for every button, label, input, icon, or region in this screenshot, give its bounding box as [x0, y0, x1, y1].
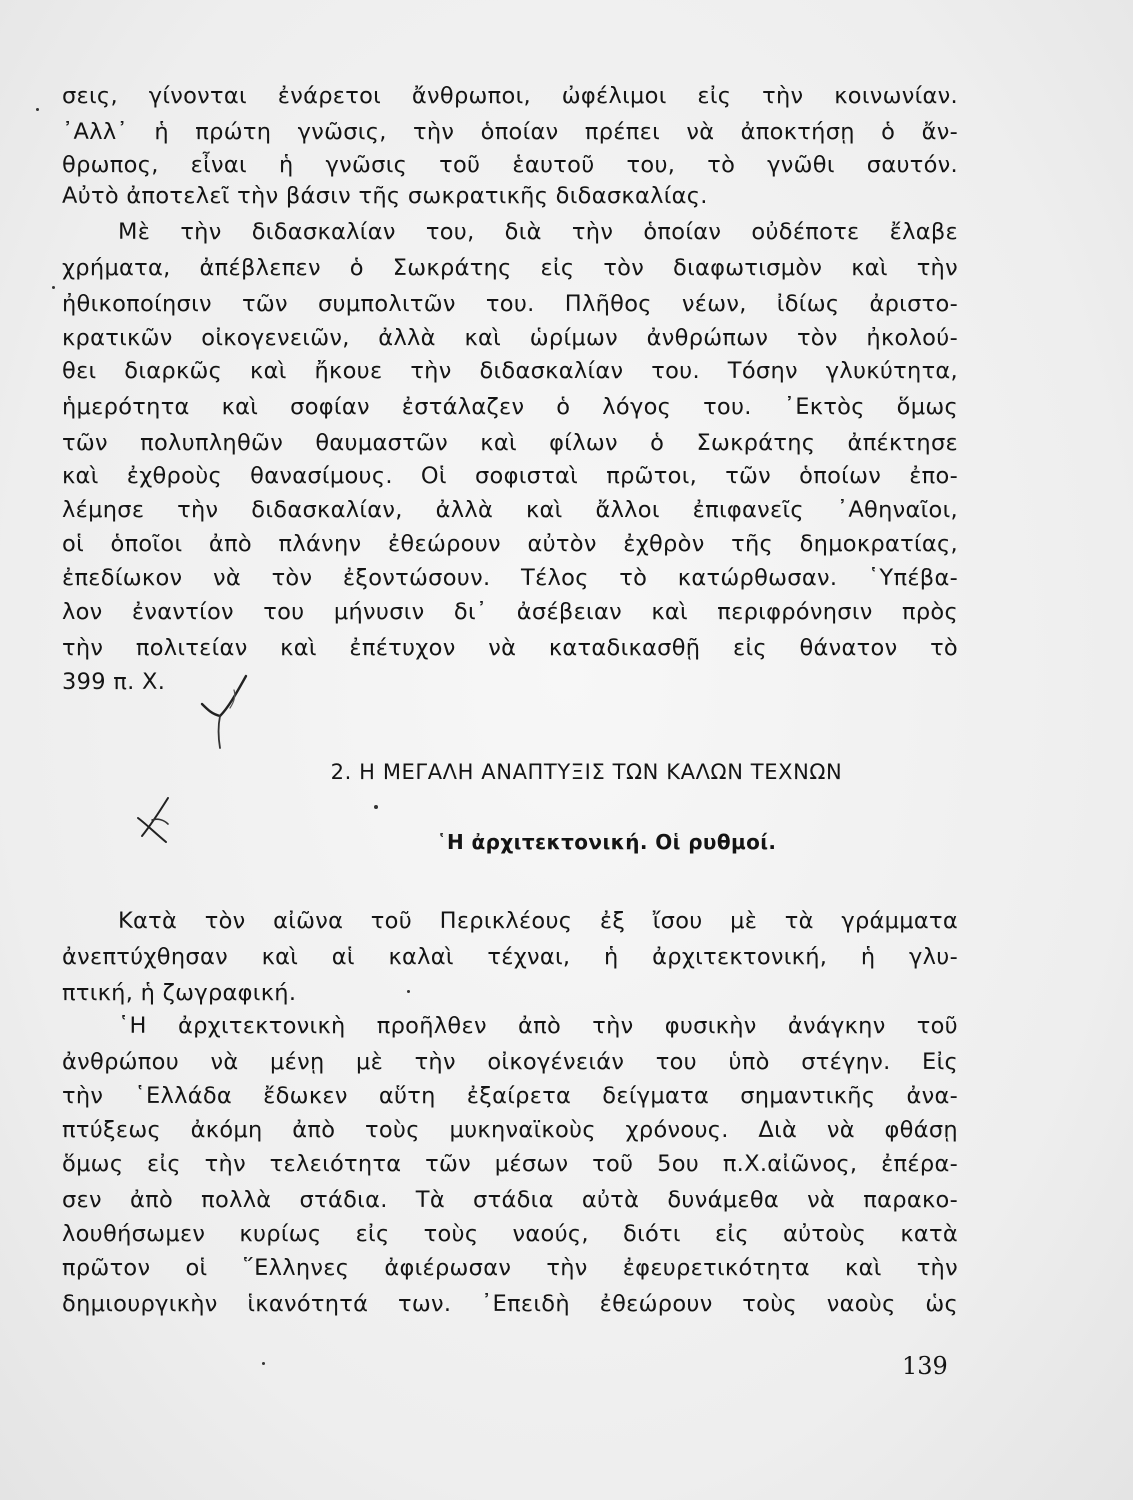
dust-speck [374, 805, 378, 809]
paragraph1-line-3: θρωπος, εἶναι ἡ γνῶσις τοῦ ἑαυτοῦ του, τὸ γνῶθι σαυτόν. [62, 152, 958, 178]
pencil-star-mark [128, 790, 188, 850]
paragraph3-line-2: ἀνεπτύχθησαν καὶ αἱ καλαὶ τέχναι, ἡ ἀρχιτεκτονική, ἡ γλυ- [62, 944, 958, 970]
pencil-check-mark [190, 670, 270, 760]
paragraph2-line-14: 399 π. Χ. [62, 669, 166, 695]
dust-speck [262, 1362, 265, 1365]
paragraph2-line-1: Μὲ τὴν διδασκαλίαν του, διὰ τὴν ὁποίαν οὐδέποτε ἔλαβε [118, 219, 958, 245]
paragraph2-line-12: λον ἐναντίον του μήνυσιν δι᾿ ἀσέβειαν καὶ περιφρόνησιν πρὸς [62, 599, 958, 625]
paragraph2-line-7: τῶν πολυπληθῶν θαυμαστῶν καὶ φίλων ὁ Σωκράτης ἀπέκτησε [62, 430, 958, 456]
paragraph4-line-9: δημιουργικὴν ἱκανότητά των. ᾿Επειδὴ ἐθεώρουν τοὺς ναοὺς ὡς [62, 1291, 958, 1317]
paragraph4-line-8: πρῶτον οἱ ῞Ελληνες ἀφιέρωσαν τὴν ἐφευρετικότητα καὶ τὴν [62, 1255, 958, 1281]
paragraph2-line-2: χρήματα, ἀπέβλεπεν ὁ Σωκράτης εἰς τὸν διαφωτισμὸν καὶ τὴν [62, 255, 958, 281]
section-title: 2. Η ΜΕΓΑΛΗ ΑΝΑΠΤΥΞΙΣ ΤΩΝ ΚΑΛΩΝ ΤΕΧΝΩΝ [330, 760, 843, 784]
paragraph2-line-10: οἱ ὁποῖοι ἀπὸ πλάνην ἐθεώρουν αὐτὸν ἐχθρὸν τῆς δημοκρατίας, [62, 531, 958, 557]
paragraph4-line-5: ὅμως εἰς τὴν τελειότητα τῶν μέσων τοῦ 5ου π.Χ.αἰῶνος, ἐπέρα- [62, 1151, 958, 1177]
paragraph4-line-3: τὴν ῾Ελλάδα ἔδωκεν αὕτη ἐξαίρετα δείγματα σημαντικῆς ἀνα- [62, 1083, 958, 1109]
paragraph2-line-11: ἐπεδίωκον νὰ τὸν ἐξοντώσουν. Τέλος τὸ κατώρθωσαν. ῾Υπέβα- [62, 565, 958, 591]
paragraph2-line-3: ἠθικοποίησιν τῶν συμπολιτῶν του. Πλῆθος νέων, ἰδίως ἀριστο- [62, 291, 958, 317]
paragraph1-line-4: Αὐτὸ ἀποτελεῖ τὴν βάσιν τῆς σωκρατικῆς διδασκαλίας. [62, 183, 708, 209]
paragraph2-line-13: τὴν πολιτείαν καὶ ἐπέτυχον νὰ καταδικασθῇ εἰς θάνατον τὸ [62, 635, 958, 661]
paragraph4-line-2: ἀνθρώπου νὰ μένῃ μὲ τὴν οἰκογένειάν του ὑπὸ στέγην. Εἰς [62, 1049, 958, 1075]
paragraph4-line-1: ῾Η ἀρχιτεκτονικὴ προῆλθεν ἀπὸ τὴν φυσικὴν ἀνάγκην τοῦ [118, 1013, 958, 1039]
paragraph1-line-2: ᾿Αλλ᾿ ἡ πρώτη γνῶσις, τὴν ὁποίαν πρέπει νὰ ἀποκτήσῃ ὁ ἄν- [62, 119, 958, 145]
paragraph4-line-4: πτύξεως ἀκόμη ἀπὸ τοὺς μυκηναϊκοὺς χρόνους. Διὰ νὰ φθάσῃ [62, 1117, 958, 1143]
dust-speck [52, 286, 55, 289]
paragraph4-line-7: λουθήσωμεν κυρίως εἰς τοὺς ναούς, διότι εἰς αὐτοὺς κατὰ [62, 1221, 958, 1247]
paragraph1-line-1: σεις, γίνονται ἐνάρετοι ἄνθρωποι, ὠφέλιμοι εἰς τὴν κοινωνίαν. [62, 83, 958, 109]
page-number: 139 [902, 1352, 948, 1380]
paragraph2-line-8: καὶ ἐχθροὺς θανασίμους. Οἱ σοφισταὶ πρῶτοι, τῶν ὁποίων ἐπο- [62, 463, 958, 489]
dust-speck [36, 108, 39, 111]
subsection-title: ῾Η ἀρχιτεκτονική. Οἱ ρυθμοί. [436, 830, 777, 854]
paragraph2-line-9: λέμησε τὴν διδασκαλίαν, ἀλλὰ καὶ ἄλλοι ἐπιφανεῖς ᾿Αθηναῖοι, [62, 497, 958, 523]
dust-speck [407, 990, 410, 993]
paragraph2-line-6: ἡμερότητα καὶ σοφίαν ἐστάλαζεν ὁ λόγος του. ᾿Εκτὸς ὅμως [62, 394, 958, 420]
paragraph3-line-3: πτική, ἡ ζωγραφική. [62, 980, 297, 1006]
paragraph3-line-1: Κατὰ τὸν αἰῶνα τοῦ Περικλέους ἐξ ἴσου μὲ τὰ γράμματα [118, 908, 958, 934]
paragraph2-line-5: θει διαρκῶς καὶ ἤκουε τὴν διδασκαλίαν του. Τόσην γλυκύτητα, [62, 358, 958, 384]
paragraph4-line-6: σεν ἀπὸ πολλὰ στάδια. Τὰ στάδια αὐτὰ δυνάμεθα νὰ παρακο- [62, 1187, 958, 1213]
paragraph2-line-4: κρατικῶν οἰκογενειῶν, ἀλλὰ καὶ ὡρίμων ἀνθρώπων τὸν ἠκολού- [62, 325, 958, 351]
